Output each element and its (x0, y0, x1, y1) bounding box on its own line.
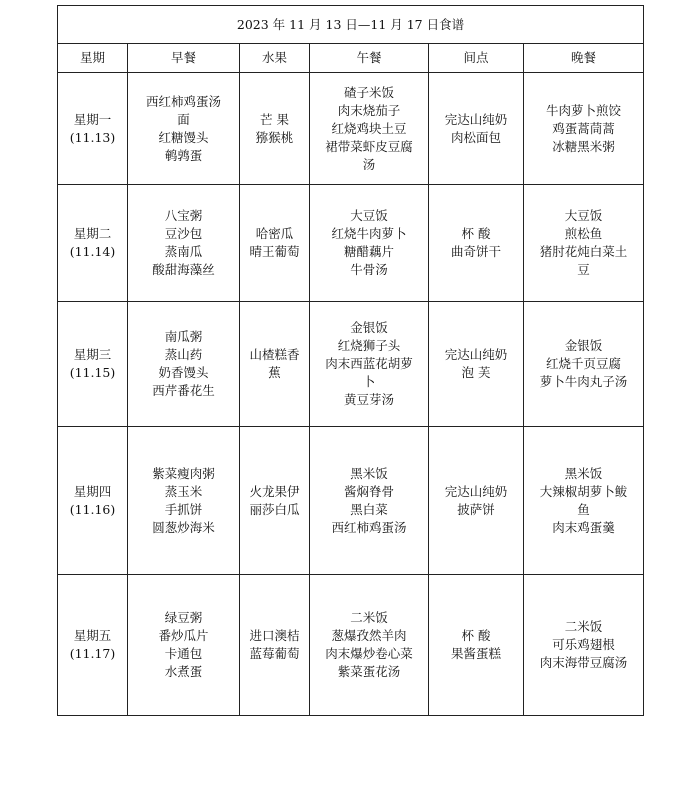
lunch-item: 黑米饭 (350, 465, 388, 481)
lunch-cell (310, 185, 429, 302)
fruit-item: 丽莎白瓜 (249, 501, 300, 517)
breakfast-item: 绿豆粥 (164, 610, 203, 625)
date-label: (11.16) (69, 501, 116, 517)
menu-row (58, 302, 644, 427)
lunch-item: 肉末烧茄子 (337, 102, 401, 118)
menu-title: 2023 年 11 月 13 日—11 月 17 日食谱 (58, 6, 644, 44)
lunch-item: 黄豆芽汤 (343, 392, 394, 407)
lunch-item: 酱焖脊骨 (343, 483, 394, 499)
lunch-item: 西红柿鸡蛋汤 (331, 519, 407, 535)
menu-row (58, 427, 644, 575)
fruit-item: 芒 果 (260, 111, 289, 127)
day-label: 星期二 (73, 226, 112, 241)
snack-item: 杯 酸 (461, 628, 491, 643)
breakfast-item: 手抓饼 (164, 501, 203, 517)
snack-item: 披萨饼 (457, 501, 495, 517)
dinner-item: 猪肘花炖白菜土 (539, 244, 628, 259)
day-cell (58, 73, 128, 185)
snack-item: 果酱蛋糕 (450, 646, 501, 661)
snack-cell (429, 575, 524, 716)
breakfast-item: 奶香馒头 (158, 365, 209, 380)
breakfast-item: 卡通包 (164, 646, 203, 661)
dinner-item: 豆 (577, 262, 590, 277)
lunch-cell (310, 302, 429, 427)
fruit-cell (240, 427, 310, 575)
dinner-item: 大豆饭 (564, 208, 603, 223)
dinner-item: 冰糖黑米粥 (552, 138, 615, 154)
breakfast-item: 八宝粥 (164, 208, 203, 223)
fruit-item: 火龙果伊 (249, 483, 300, 499)
lunch-cell (310, 427, 429, 575)
dinner-item: 二米饭 (564, 619, 603, 634)
fruit-item: 哈密瓜 (255, 226, 294, 241)
breakfast-item: 南瓜粥 (164, 329, 203, 344)
snack-cell (429, 185, 524, 302)
breakfast-item: 水煮蛋 (164, 664, 203, 679)
snack-item: 泡 芙 (461, 365, 491, 380)
fruit-cell (240, 73, 310, 185)
dinner-item: 大辣椒胡萝卜鲅 (539, 483, 628, 499)
breakfast-item: 蒸南瓜 (164, 244, 203, 259)
dinner-cell (524, 73, 644, 185)
snack-item: 曲奇饼干 (450, 244, 501, 259)
breakfast-cell (128, 302, 240, 427)
header-lunch: 午餐 (310, 44, 429, 73)
breakfast-item: 酸甜海藻丝 (152, 262, 215, 277)
lunch-item: 二米饭 (350, 610, 388, 625)
dinner-item: 黑米饭 (564, 465, 603, 481)
lunch-item: 汤 (362, 156, 376, 172)
lunch-item: 肉末西蓝花胡萝 (325, 356, 413, 371)
breakfast-item: 鹌鹑蛋 (164, 147, 203, 163)
lunch-item: 糖醋藕片 (343, 244, 394, 259)
lunch-cell (310, 73, 429, 185)
breakfast-cell (128, 185, 240, 302)
dinner-item: 可乐鸡翅根 (552, 637, 615, 652)
breakfast-item: 豆沙包 (164, 226, 203, 241)
menu-row (58, 575, 644, 716)
snack-cell (429, 73, 524, 185)
day-label: 星期一 (73, 111, 112, 127)
day-label: 星期四 (73, 483, 112, 499)
snack-item: 完达山纯奶 (444, 483, 508, 499)
lunch-item: 葱爆孜然羊肉 (331, 628, 407, 643)
day-cell (58, 185, 128, 302)
snack-cell (429, 427, 524, 575)
lunch-item: 大豆饭 (350, 208, 388, 223)
header-dinner: 晚餐 (524, 44, 644, 73)
snack-item: 杯 酸 (461, 226, 491, 241)
breakfast-item: 番炒瓜片 (158, 628, 209, 643)
fruit-cell (240, 575, 310, 716)
breakfast-item: 紫菜瘦肉粥 (152, 465, 215, 481)
dinner-item: 肉末鸡蛋羹 (552, 519, 615, 535)
breakfast-cell (128, 575, 240, 716)
dinner-item: 鸡蛋蒿茼蒿 (552, 120, 615, 136)
lunch-item: 金银饭 (350, 320, 388, 335)
breakfast-item: 红糖馒头 (158, 129, 209, 145)
dinner-item: 金银饭 (564, 338, 603, 353)
day-cell (58, 302, 128, 427)
dinner-item: 红烧千页豆腐 (546, 356, 622, 371)
dinner-cell (524, 427, 644, 575)
header-fruit: 水果 (240, 44, 310, 73)
snack-cell (429, 302, 524, 427)
fruit-item: 晴王葡萄 (249, 244, 300, 259)
lunch-item: 裙带菜虾皮豆腐 (325, 138, 413, 154)
dinner-cell (524, 185, 644, 302)
day-label: 星期三 (73, 347, 112, 362)
dinner-item: 萝卜牛肉丸子汤 (539, 374, 628, 389)
lunch-item: 肉末爆炒卷心菜 (325, 646, 413, 661)
day-cell (58, 575, 128, 716)
snack-item: 完达山纯奶 (444, 347, 508, 362)
header-day: 星期 (58, 44, 128, 73)
fruit-cell (240, 185, 310, 302)
date-label: (11.15) (69, 365, 116, 380)
fruit-cell (240, 302, 310, 427)
snack-item: 肉松面包 (450, 129, 501, 145)
dinner-item: 鱼 (577, 501, 590, 517)
fruit-item: 山楂糕香 (249, 347, 300, 362)
dinner-cell (524, 575, 644, 716)
lunch-cell (310, 575, 429, 716)
lunch-item: 黑白菜 (350, 501, 388, 517)
dinner-item: 肉末海带豆腐汤 (539, 655, 628, 670)
dinner-item: 牛肉萝卜煎饺 (546, 102, 622, 118)
lunch-item: 红烧牛肉萝卜 (331, 226, 407, 241)
lunch-item: 红烧狮子头 (337, 338, 401, 353)
menu-row (58, 73, 644, 185)
breakfast-item: 蒸玉米 (164, 483, 203, 499)
date-label: (11.14) (69, 244, 116, 259)
lunch-item: 紫菜蛋花汤 (337, 664, 401, 679)
breakfast-cell (128, 73, 240, 185)
header-snack: 间点 (429, 44, 524, 73)
snack-item: 完达山纯奶 (444, 111, 508, 127)
breakfast-item: 西红柿鸡蛋汤 (145, 93, 221, 109)
lunch-item: 红烧鸡块土豆 (331, 120, 407, 136)
date-label: (11.13) (69, 129, 116, 145)
breakfast-item: 面 (177, 111, 190, 127)
breakfast-item: 圆葱炒海米 (152, 519, 215, 535)
breakfast-cell (128, 427, 240, 575)
header-row (58, 44, 644, 73)
fruit-item: 蕉 (268, 365, 281, 380)
lunch-item: 牛骨汤 (350, 262, 388, 277)
weekly-menu-table (57, 5, 644, 716)
fruit-item: 猕猴桃 (255, 129, 294, 145)
breakfast-item: 蒸山药 (164, 347, 203, 362)
fruit-item: 进口澳桔 (249, 628, 300, 643)
lunch-item: 碴子米饭 (343, 84, 394, 100)
day-cell (58, 427, 128, 575)
lunch-item: 卜 (362, 374, 376, 389)
header-breakfast: 早餐 (128, 44, 240, 73)
fruit-item: 蓝莓葡萄 (249, 646, 300, 661)
day-label: 星期五 (73, 628, 112, 643)
dinner-item: 煎松鱼 (564, 226, 603, 241)
dinner-cell (524, 302, 644, 427)
menu-row (58, 185, 644, 302)
date-label: (11.17) (69, 646, 116, 661)
breakfast-item: 西芹番花生 (152, 383, 215, 398)
